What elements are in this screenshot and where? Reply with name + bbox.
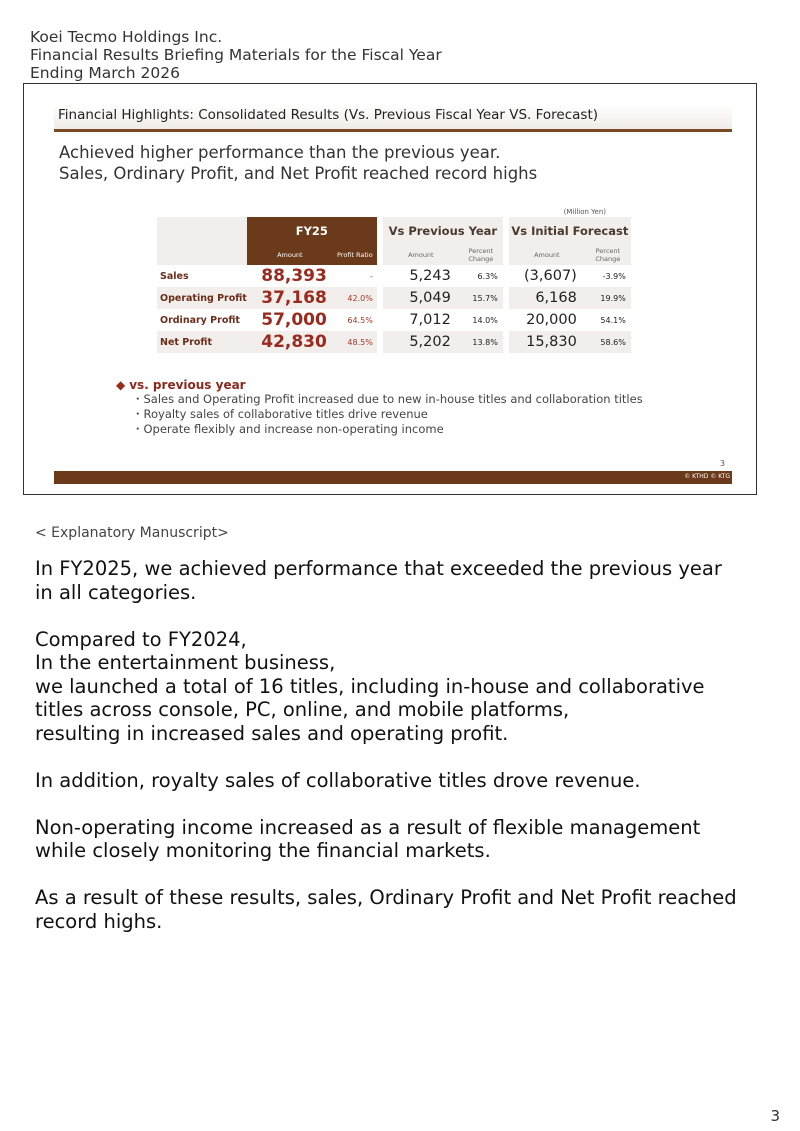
bullet-section bbox=[116, 378, 643, 437]
header-vs-initial-forecast: Vs Initial Forecast bbox=[509, 217, 631, 245]
slide-title: Financial Highlights: Consolidated Results (Vs. Previous Fiscal Year VS. Forecast) bbox=[58, 107, 599, 123]
vs-prev-amount: 5,243 bbox=[409, 268, 451, 284]
header-vs-previous-year: Vs Previous Year bbox=[383, 217, 503, 245]
row-label: Net Profit bbox=[157, 331, 247, 353]
diamond-bullet-icon: ◆ bbox=[116, 378, 126, 392]
profit-ratio: 64.5% bbox=[347, 315, 373, 325]
bullet-item: ・Sales and Operating Profit increased due to new in-house titles and collaboration titles bbox=[132, 392, 643, 406]
row-label: Operating Profit bbox=[157, 287, 247, 309]
headline-line: Achieved higher performance than the previous year. bbox=[59, 143, 501, 162]
subheader-percent-change: Percent Change bbox=[459, 245, 503, 265]
vs-forecast-percent: 54.1% bbox=[600, 315, 626, 325]
slide bbox=[23, 83, 757, 495]
subheader-amount: Amount bbox=[509, 245, 585, 265]
manuscript-line: resulting in increased sales and operating profit. bbox=[35, 721, 509, 745]
manuscript-line: Compared to FY2024, bbox=[35, 627, 247, 651]
headline-line: Sales, Ordinary Profit, and Net Profit reached record highs bbox=[59, 164, 538, 183]
bullet-item: ・Operate flexibly and increase non-operating income bbox=[132, 422, 444, 436]
manuscript-paragraph bbox=[35, 886, 737, 933]
company-name: Koei Tecmo Holdings Inc. bbox=[30, 28, 223, 46]
subheader-amount: Amount bbox=[383, 245, 459, 265]
document-title-continued: Ending March 2026 bbox=[30, 64, 180, 82]
subheader-amount: Amount bbox=[247, 245, 333, 265]
vs-prev-amount: 7,012 bbox=[409, 312, 451, 328]
manuscript-line: In the entertainment business, bbox=[35, 651, 336, 674]
table-row bbox=[157, 331, 631, 353]
document-title: Financial Results Briefing Materials for the Fiscal Year bbox=[30, 46, 442, 64]
manuscript-body bbox=[35, 557, 737, 957]
manuscript-line: In addition, royalty sales of collaborative titles drove revenue. bbox=[35, 768, 641, 792]
manuscript-line: As a result of these results, sales, Ordinary Profit and Net Profit reached bbox=[35, 886, 737, 909]
subheader-profit-ratio: Profit Ratio bbox=[333, 245, 377, 265]
page-number: 3 bbox=[770, 1107, 780, 1125]
unit-note: (Million Yen) bbox=[563, 208, 606, 216]
profit-ratio: 48.5% bbox=[333, 331, 377, 353]
manuscript-line: titles across console, PC, online, and mobile platforms, bbox=[35, 698, 570, 721]
manuscript-line: Non-operating income increased as a result of flexible management bbox=[35, 815, 701, 839]
slide-footer-bar bbox=[54, 471, 732, 484]
fy25-amount: 37,168 bbox=[247, 287, 333, 309]
manuscript-paragraph bbox=[35, 557, 737, 604]
table-corner-cell bbox=[157, 217, 247, 265]
vs-prev-percent: 15.7% bbox=[459, 287, 503, 309]
slide-headline bbox=[59, 142, 537, 184]
vs-forecast-percent: 58.6% bbox=[585, 331, 631, 353]
subheader-percent-change: Percent Change bbox=[585, 245, 631, 265]
manuscript-line: in all categories. bbox=[35, 580, 197, 604]
manuscript-paragraph bbox=[35, 769, 737, 793]
table-row bbox=[157, 287, 631, 309]
profit-ratio: 42.0% bbox=[333, 287, 377, 309]
vs-forecast-percent: -3.9% bbox=[602, 271, 626, 281]
manuscript-line: while closely monitoring the financial markets. bbox=[35, 839, 491, 862]
row-label: Sales bbox=[160, 270, 189, 282]
slide-copyright: © KTHD © KTG bbox=[684, 473, 730, 480]
fy25-amount: 88,393 bbox=[261, 266, 327, 286]
bullet-item: ・Royalty sales of collaborative titles drive revenue bbox=[132, 407, 428, 421]
fy25-amount: 57,000 bbox=[261, 310, 327, 330]
table-group-header-row bbox=[157, 217, 631, 245]
results-table bbox=[157, 217, 631, 353]
vs-forecast-amount: 15,830 bbox=[509, 331, 585, 353]
row-label: Ordinary Profit bbox=[160, 314, 240, 326]
bullet-heading: vs. previous year bbox=[129, 378, 246, 392]
document-header bbox=[30, 28, 442, 82]
vs-forecast-amount: 6,168 bbox=[509, 287, 585, 309]
vs-prev-amount: 5,202 bbox=[383, 331, 459, 353]
header-fy25: FY25 bbox=[247, 217, 377, 245]
vs-forecast-amount: (3,607) bbox=[524, 268, 577, 284]
fy25-amount: 42,830 bbox=[247, 331, 333, 353]
profit-ratio: - bbox=[369, 271, 373, 281]
manuscript-line: record highs. bbox=[35, 909, 163, 933]
vs-prev-percent: 6.3% bbox=[477, 271, 498, 281]
manuscript-paragraph bbox=[35, 628, 737, 746]
manuscript-label: < Explanatory Manuscript> bbox=[35, 525, 229, 541]
manuscript-line: we launched a total of 16 titles, including in-house and collaborative bbox=[35, 674, 705, 698]
vs-forecast-percent: 19.9% bbox=[585, 287, 631, 309]
table-row bbox=[157, 309, 631, 331]
manuscript-paragraph bbox=[35, 816, 737, 863]
manuscript-line: In FY2025, we achieved performance that exceeded the previous year bbox=[35, 557, 722, 580]
vs-prev-amount: 5,049 bbox=[383, 287, 459, 309]
vs-forecast-amount: 20,000 bbox=[526, 312, 577, 328]
slide-page-number: 3 bbox=[719, 459, 725, 468]
vs-prev-percent: 13.8% bbox=[459, 331, 503, 353]
vs-prev-percent: 14.0% bbox=[472, 315, 498, 325]
table-row bbox=[157, 265, 631, 287]
slide-title-bar bbox=[54, 105, 732, 132]
